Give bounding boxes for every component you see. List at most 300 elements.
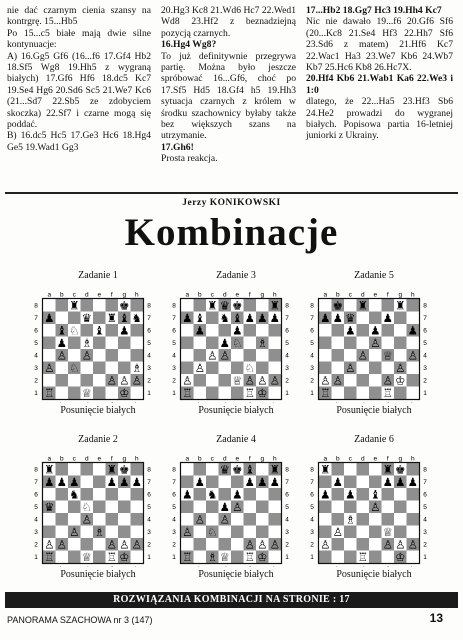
dark-square	[93, 387, 106, 400]
rank-label: 7	[172, 479, 176, 487]
file-label: b	[59, 291, 64, 299]
dark-square	[244, 299, 257, 312]
white-queen-icon: ♕	[81, 550, 92, 564]
light-square	[56, 526, 69, 539]
light-square	[244, 526, 257, 539]
light-square	[206, 374, 219, 387]
dark-square	[68, 551, 81, 564]
dark-square	[181, 362, 194, 375]
paragraph: Po 15...c5 białe mają dwie silne kontynuacje:	[7, 27, 151, 51]
rank-label: 7	[285, 315, 289, 323]
dark-square	[194, 299, 207, 312]
file-label	[111, 402, 113, 403]
rank-label: 3	[172, 365, 176, 373]
dark-square	[206, 476, 219, 489]
file-label: e	[235, 455, 240, 463]
light-square	[394, 513, 407, 526]
light-square	[206, 513, 219, 526]
dark-square	[319, 501, 332, 514]
dark-square	[394, 387, 407, 400]
dark-square	[256, 526, 269, 539]
light-square	[206, 538, 219, 551]
light-square	[269, 362, 282, 375]
problem-caption: Posunięcie białych	[198, 569, 274, 580]
rank-label: 1	[34, 554, 38, 562]
author-name: Jerzy KONIKOWSKI	[182, 198, 281, 208]
light-square	[106, 337, 119, 350]
dark-square	[194, 538, 207, 551]
file-label: b	[59, 455, 64, 463]
light-square	[56, 551, 69, 564]
black-king-icon: ♚	[332, 298, 343, 313]
light-square	[244, 337, 257, 350]
white-rook-icon: ♖	[382, 386, 393, 400]
light-square	[93, 538, 106, 551]
black-bishop-icon: ♝	[56, 323, 67, 338]
file-label	[198, 566, 202, 567]
dark-square	[357, 463, 370, 476]
white-pawn-icon: ♙	[382, 537, 393, 552]
file-label: e	[97, 291, 102, 299]
light-square	[206, 463, 219, 476]
light-square	[407, 362, 420, 375]
dark-square	[56, 513, 69, 526]
white-rook-icon: ♖	[357, 550, 368, 564]
dark-square	[369, 362, 382, 375]
dark-square	[194, 463, 207, 476]
rank-label: 8	[147, 302, 151, 310]
problem-3	[170, 270, 302, 422]
file-label	[97, 402, 101, 403]
file-label: b	[335, 291, 340, 299]
chess-board	[308, 453, 440, 567]
white-pawn-icon: ♙	[407, 537, 418, 552]
light-square	[369, 299, 382, 312]
dark-square	[56, 488, 69, 501]
file-label: b	[197, 455, 202, 463]
light-square	[382, 337, 395, 350]
light-square	[118, 513, 131, 526]
white-bishop-icon: ♗	[81, 336, 92, 350]
light-square	[357, 476, 370, 489]
black-pawn-icon: ♟	[382, 475, 393, 489]
file-label: a	[47, 291, 52, 299]
dark-square	[206, 337, 219, 350]
rank-label: 2	[285, 377, 289, 385]
light-square	[181, 513, 194, 526]
file-label: d	[222, 291, 227, 299]
light-square	[194, 551, 207, 564]
light-square	[382, 362, 395, 375]
rank-label: 2	[423, 377, 427, 385]
dark-square	[194, 488, 207, 501]
black-pawn-icon: ♟	[269, 475, 280, 489]
text-column-1	[7, 5, 151, 153]
black-bishop-icon: ♝	[194, 311, 205, 325]
dark-square	[43, 337, 56, 350]
rank-label: 1	[423, 390, 427, 398]
dark-square	[256, 501, 269, 514]
light-square	[56, 362, 69, 375]
light-square	[43, 324, 56, 337]
file-label	[122, 402, 126, 403]
problem-2	[32, 434, 164, 586]
light-square	[332, 501, 345, 514]
file-label: a	[47, 455, 52, 463]
dark-square	[319, 476, 332, 489]
white-pawn-icon: ♙	[81, 348, 92, 363]
file-label: a	[185, 291, 190, 299]
white-pawn-icon: ♙	[407, 348, 418, 363]
light-square	[93, 513, 106, 526]
file-label	[211, 402, 215, 403]
chess-board	[32, 453, 164, 567]
dark-square	[382, 488, 395, 501]
dark-square	[369, 551, 382, 564]
light-square	[407, 337, 420, 350]
light-square	[106, 526, 119, 539]
file-label	[122, 566, 126, 567]
rank-label: 8	[172, 466, 176, 474]
light-square	[131, 501, 144, 514]
rank-label: 5	[147, 504, 151, 512]
rank-label: 3	[147, 365, 151, 373]
dark-square	[131, 349, 144, 362]
rank-label: 6	[285, 327, 289, 335]
dark-square	[244, 349, 257, 362]
file-label	[249, 402, 251, 403]
white-pawn-icon: ♙	[257, 373, 268, 388]
rank-label: 1	[147, 390, 151, 398]
file-label: g	[122, 291, 127, 299]
rank-label: 4	[423, 352, 427, 360]
black-pawn-icon: ♟	[370, 323, 381, 338]
white-pawn-icon: ♙	[219, 512, 230, 527]
rank-label: 5	[310, 504, 314, 512]
rank-label: 8	[285, 302, 289, 310]
light-square	[43, 349, 56, 362]
dark-square	[194, 374, 207, 387]
white-king-icon: ♔	[395, 550, 406, 564]
dark-square	[68, 337, 81, 350]
black-pawn-icon: ♟	[244, 475, 255, 489]
light-square	[256, 324, 269, 337]
light-square	[106, 387, 119, 400]
dark-square	[332, 513, 345, 526]
dark-square	[68, 501, 81, 514]
black-pawn-icon: ♟	[407, 323, 418, 338]
file-label	[235, 402, 239, 403]
rank-label: 7	[285, 479, 289, 487]
file-label: f	[386, 455, 389, 463]
dark-square	[344, 387, 357, 400]
light-square	[357, 337, 370, 350]
file-label	[323, 566, 327, 567]
rank-label: 4	[172, 516, 176, 524]
file-label: d	[84, 291, 89, 299]
black-rook-icon: ♜	[106, 462, 117, 477]
black-pawn-icon: ♟	[395, 475, 406, 489]
dark-square	[344, 337, 357, 350]
black-pawn-icon: ♟	[257, 475, 268, 489]
light-square	[394, 488, 407, 501]
dark-square	[332, 463, 345, 476]
file-label: f	[110, 291, 113, 299]
white-queen-icon: ♕	[382, 525, 393, 539]
rank-label: 4	[34, 516, 38, 524]
problem-title: Zadanie 6	[354, 434, 394, 445]
black-pawn-icon: ♟	[44, 475, 55, 489]
file-label: d	[84, 455, 89, 463]
file-label	[47, 402, 51, 403]
file-label	[411, 566, 415, 567]
rank-label: 8	[423, 466, 427, 474]
file-label	[349, 402, 353, 403]
rank-label: 5	[34, 340, 38, 348]
light-square	[256, 299, 269, 312]
white-pawn-icon: ♙	[69, 525, 80, 539]
paragraph: Prosta reakcja.	[161, 153, 218, 165]
file-label	[73, 402, 77, 403]
light-square	[219, 526, 232, 539]
light-square	[231, 538, 244, 551]
black-bishop-icon: ♝	[370, 487, 381, 502]
rank-label: 3	[423, 365, 427, 373]
white-bishop-icon: ♗	[94, 525, 105, 539]
rank-label: 5	[34, 504, 38, 512]
white-queen-icon: ♕	[81, 386, 92, 400]
light-square	[131, 387, 144, 400]
dark-square	[206, 362, 219, 375]
dark-square	[407, 488, 420, 501]
dark-square	[106, 513, 119, 526]
black-knight-icon: ♞	[207, 487, 218, 502]
dark-square	[206, 312, 219, 325]
light-square	[194, 501, 207, 514]
light-square	[394, 349, 407, 362]
dark-square	[394, 337, 407, 350]
white-pawn-icon: ♙	[207, 348, 218, 363]
rank-label: 6	[310, 327, 314, 335]
dark-square	[93, 312, 106, 325]
black-pawn-icon: ♟	[56, 475, 67, 489]
white-king-icon: ♔	[257, 550, 268, 564]
dark-square	[369, 526, 382, 539]
light-square	[357, 312, 370, 325]
dark-square	[344, 501, 357, 514]
light-square	[93, 488, 106, 501]
rank-label: 6	[285, 491, 289, 499]
dark-square	[118, 501, 131, 514]
file-label: c	[348, 291, 352, 299]
black-rook-icon: ♜	[395, 298, 406, 313]
dark-square	[332, 324, 345, 337]
white-pawn-icon: ♙	[370, 336, 381, 350]
file-label: a	[185, 455, 190, 463]
white-pawn-icon: ♙	[244, 373, 255, 388]
light-square	[181, 299, 194, 312]
file-label: h	[410, 291, 415, 299]
black-pawn-icon: ♟	[219, 336, 230, 350]
dark-square	[332, 488, 345, 501]
rank-label: 3	[172, 529, 176, 537]
black-queen-icon: ♛	[345, 311, 356, 325]
file-label	[260, 402, 264, 403]
text-column-2	[161, 5, 296, 165]
dark-square	[256, 362, 269, 375]
dark-square	[93, 476, 106, 489]
light-square	[131, 526, 144, 539]
light-square	[106, 362, 119, 375]
file-label	[211, 566, 215, 567]
light-square	[344, 374, 357, 387]
white-pawn-icon: ♙	[44, 537, 55, 552]
dark-square	[231, 526, 244, 539]
dark-square	[93, 501, 106, 514]
rank-label: 5	[285, 504, 289, 512]
file-label	[235, 566, 239, 567]
white-rook-icon: ♖	[44, 386, 55, 400]
dark-square	[68, 312, 81, 325]
file-label	[60, 402, 64, 403]
file-label	[185, 566, 189, 567]
light-square	[43, 488, 56, 501]
light-square	[194, 526, 207, 539]
dark-square	[106, 349, 119, 362]
dark-square	[106, 299, 119, 312]
black-queen-icon: ♛	[44, 500, 55, 514]
dark-square	[319, 362, 332, 375]
dark-square	[269, 324, 282, 337]
rank-label: 7	[34, 479, 38, 487]
dark-square	[81, 324, 94, 337]
rank-label: 1	[172, 390, 176, 398]
rank-label: 4	[310, 352, 314, 360]
light-square	[269, 551, 282, 564]
light-square	[68, 349, 81, 362]
dark-square	[369, 387, 382, 400]
rank-label: 4	[285, 352, 289, 360]
black-pawn-icon: ♟	[257, 311, 268, 325]
rank-label: 3	[34, 529, 38, 537]
light-square	[81, 526, 94, 539]
black-rook-icon: ♜	[44, 462, 55, 477]
black-bishop-icon: ♝	[232, 311, 243, 325]
light-square	[344, 299, 357, 312]
light-square	[81, 476, 94, 489]
light-square	[118, 349, 131, 362]
light-square	[43, 374, 56, 387]
black-pawn-icon: ♟	[194, 323, 205, 338]
dark-square	[357, 324, 370, 337]
paragraph: To już definitywnie przegrywa partię. Można było jeszcze spróbować 16...Gf6, choć po 17.Sf5 Hd5 18.Gf4 h5 19.Hh3 sytuacja czarnych z królem w środku szachownicy byłaby także bez większych szans na utrzymanie.	[161, 50, 296, 142]
white-rook-icon: ♖	[44, 550, 55, 564]
light-square	[344, 463, 357, 476]
light-square	[256, 349, 269, 362]
rank-label: 2	[147, 377, 151, 385]
rank-label: 4	[34, 352, 38, 360]
light-square	[369, 374, 382, 387]
light-square	[319, 299, 332, 312]
white-pawn-icon: ♙	[244, 537, 255, 552]
light-square	[357, 526, 370, 539]
file-label	[249, 566, 251, 567]
light-square	[369, 538, 382, 551]
chess-board	[170, 289, 302, 403]
black-queen-icon: ♛	[81, 311, 92, 325]
light-square	[93, 349, 106, 362]
dark-square	[231, 387, 244, 400]
white-pawn-icon: ♙	[194, 361, 205, 375]
rank-label: 1	[34, 390, 38, 398]
dark-square	[319, 337, 332, 350]
rank-label: 2	[34, 377, 38, 385]
light-square	[332, 387, 345, 400]
dark-square	[244, 324, 257, 337]
black-queen-icon: ♛	[219, 462, 230, 477]
rank-label: 8	[147, 466, 151, 474]
light-square	[219, 476, 232, 489]
dark-square	[131, 324, 144, 337]
problem-caption: Posunięcie białych	[60, 569, 136, 580]
black-pawn-icon: ♟	[382, 311, 393, 325]
file-label: d	[360, 291, 365, 299]
black-pawn-icon: ♟	[131, 475, 142, 489]
rank-label: 7	[172, 315, 176, 323]
file-label: e	[235, 291, 240, 299]
white-pawn-icon: ♙	[56, 348, 67, 363]
light-square	[369, 513, 382, 526]
rank-label: 2	[34, 541, 38, 549]
light-square	[56, 312, 69, 325]
rank-label: 2	[172, 541, 176, 549]
dark-square	[357, 513, 370, 526]
chess-board	[170, 453, 302, 567]
file-label: c	[210, 455, 214, 463]
light-square	[269, 501, 282, 514]
white-pawn-icon: ♙	[81, 512, 92, 527]
black-king-icon: ♚	[232, 298, 243, 313]
dark-square	[118, 362, 131, 375]
problem-caption: Posunięcie białych	[60, 405, 136, 416]
dark-square	[357, 488, 370, 501]
rank-label: 7	[310, 315, 314, 323]
dark-square	[181, 501, 194, 514]
dark-square	[382, 324, 395, 337]
solutions-banner: ROZWIĄZANIA KOMBINACJI NA STRONIE : 17	[5, 592, 458, 608]
black-rook-icon: ♜	[320, 462, 331, 477]
white-pawn-icon: ♙	[131, 537, 142, 552]
light-square	[106, 501, 119, 514]
black-pawn-icon: ♟	[232, 323, 243, 338]
rank-label: 4	[147, 516, 151, 524]
dark-square	[231, 476, 244, 489]
light-square	[118, 488, 131, 501]
light-square	[332, 337, 345, 350]
white-rook-icon: ♖	[106, 550, 117, 564]
dark-square	[131, 513, 144, 526]
black-pawn-icon: ♟	[182, 487, 193, 502]
dark-square	[394, 526, 407, 539]
rank-label: 6	[423, 491, 427, 499]
dark-square	[131, 488, 144, 501]
file-label	[223, 402, 227, 403]
paragraph: Nic nie dawało 19...f6 20.Gf6 Sf6 (20...Kc8 21.Se4 Hf3 22.Hh7 Sf6 23.Sd6 z matem) 21.Hf6 Kc7 22.Wac1 Ha3 23.We7 Kb6 24.Wb7 Kb7 25.Hc6 Kb8 26.Hc7X.	[306, 16, 453, 74]
file-label	[85, 402, 89, 403]
file-label	[97, 566, 101, 567]
rank-label: 6	[147, 491, 151, 499]
rank-label: 7	[423, 315, 427, 323]
